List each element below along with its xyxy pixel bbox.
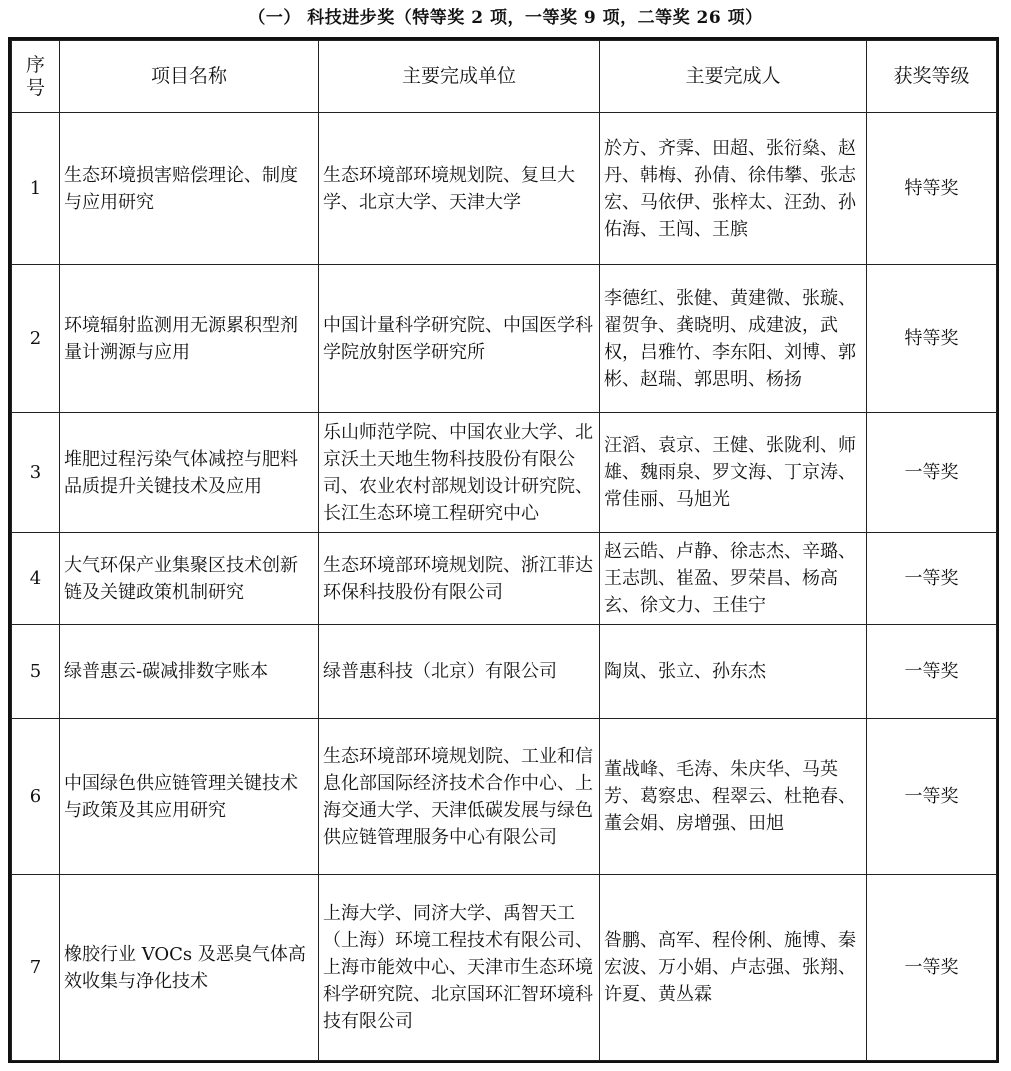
row-no: 4 xyxy=(12,533,60,625)
row-units: 生态环境部环境规划院、工业和信息化部国际经济技术合作中心、上海交通大学、天津低碳发展与绿色供应链管理服务中心有限公司 xyxy=(319,719,600,875)
row-no: 7 xyxy=(12,875,60,1061)
header-people: 主要完成人 xyxy=(600,41,867,113)
row-units: 上海大学、同济大学、禹智天工（上海）环境工程技术有限公司、上海市能效中心、天津市生态环境科学研究院、北京国环汇智环境科技有限公司 xyxy=(319,875,600,1061)
row-project-name: 橡胶行业 VOCs 及恶臭气体高效收集与净化技术 xyxy=(60,875,319,1061)
row-no: 5 xyxy=(12,625,60,719)
row-people: 赵云皓、卢静、徐志杰、辛璐、王志凯、崔盈、罗荣昌、杨高玄、徐文力、王佳宁 xyxy=(600,533,867,625)
header-name: 项目名称 xyxy=(60,41,319,113)
row-people: 董战峰、毛涛、朱庆华、马英芳、葛察忠、程翠云、杜艳春、董会娟、房增强、田旭 xyxy=(600,719,867,875)
row-no: 3 xyxy=(12,413,60,533)
header-no xyxy=(12,41,60,113)
row-project-name: 生态环境损害赔偿理论、制度与应用研究 xyxy=(60,113,319,265)
table-row xyxy=(12,413,997,533)
row-project-name: 大气环保产业集聚区技术创新链及关键政策机制研究 xyxy=(60,533,319,625)
table-row xyxy=(12,265,997,413)
row-level: 一等奖 xyxy=(867,719,997,875)
award-table xyxy=(11,40,997,1061)
row-project-name: 绿普惠云-碳减排数字账本 xyxy=(60,625,319,719)
row-project-name: 环境辐射监测用无源累积型剂量计溯源与应用 xyxy=(60,265,319,413)
header-no-line2: 号 xyxy=(25,76,45,99)
row-units: 生态环境部环境规划院、浙江菲达环保科技股份有限公司 xyxy=(319,533,600,625)
row-project-name: 中国绿色供应链管理关键技术与政策及其应用研究 xyxy=(60,719,319,875)
row-units: 中国计量科学研究院、中国医学科学院放射医学研究所 xyxy=(319,265,600,413)
award-table-frame xyxy=(8,37,999,1063)
row-units: 绿普惠科技（北京）有限公司 xyxy=(319,625,600,719)
table-row xyxy=(12,719,997,875)
row-people: 李德红、张健、黄建微、张璇、翟贺争、龚晓明、成建波，武权，吕雅竹、李东阳、刘博、郭彬、赵瑞、郭思明、杨扬 xyxy=(600,265,867,413)
table-row xyxy=(12,113,997,265)
row-people: 於方、齐霁、田超、张衍燊、赵丹、韩梅、孙倩、徐伟攀、张志宏、马依伊、张梓太、汪劲、孙佑海、王闯、王膑 xyxy=(600,113,867,265)
row-no: 1 xyxy=(12,113,60,265)
row-units: 生态环境部环境规划院、复旦大学、北京大学、天津大学 xyxy=(319,113,600,265)
header-level: 获奖等级 xyxy=(867,41,997,113)
header-no-line1: 序 xyxy=(25,53,45,76)
row-people: 陶岚、张立、孙东杰 xyxy=(600,625,867,719)
row-people: 昝鹏、高军、程伶俐、施博、秦宏波、万小娟、卢志强、张翔、许夏、黄丛霖 xyxy=(600,875,867,1061)
row-no: 2 xyxy=(12,265,60,413)
row-project-name: 堆肥过程污染气体减控与肥料 品质提升关键技术及应用 xyxy=(60,413,319,533)
row-level: 一等奖 xyxy=(867,875,997,1061)
header-row xyxy=(12,41,997,113)
row-level: 特等奖 xyxy=(867,265,997,413)
row-level: 特等奖 xyxy=(867,113,997,265)
row-no: 6 xyxy=(12,719,60,875)
table-row xyxy=(12,533,997,625)
row-level: 一等奖 xyxy=(867,533,997,625)
table-caption: （一） 科技进步奖（特等奖 2 项，一等奖 9 项，二等奖 26 项） xyxy=(248,8,763,28)
row-level: 一等奖 xyxy=(867,413,997,533)
row-units: 乐山师范学院、中国农业大学、北京沃土天地生物科技股份有限公司、农业农村部规划设计研究院、长江生态环境工程研究中心 xyxy=(319,413,600,533)
header-unit: 主要完成单位 xyxy=(319,41,600,113)
table-row xyxy=(12,875,997,1061)
row-level: 一等奖 xyxy=(867,625,997,719)
row-people: 汪滔、袁京、王健、张陇利、师雄、魏雨泉、罗文海、丁京涛、常佳丽、马旭光 xyxy=(600,413,867,533)
table-row xyxy=(12,625,997,719)
